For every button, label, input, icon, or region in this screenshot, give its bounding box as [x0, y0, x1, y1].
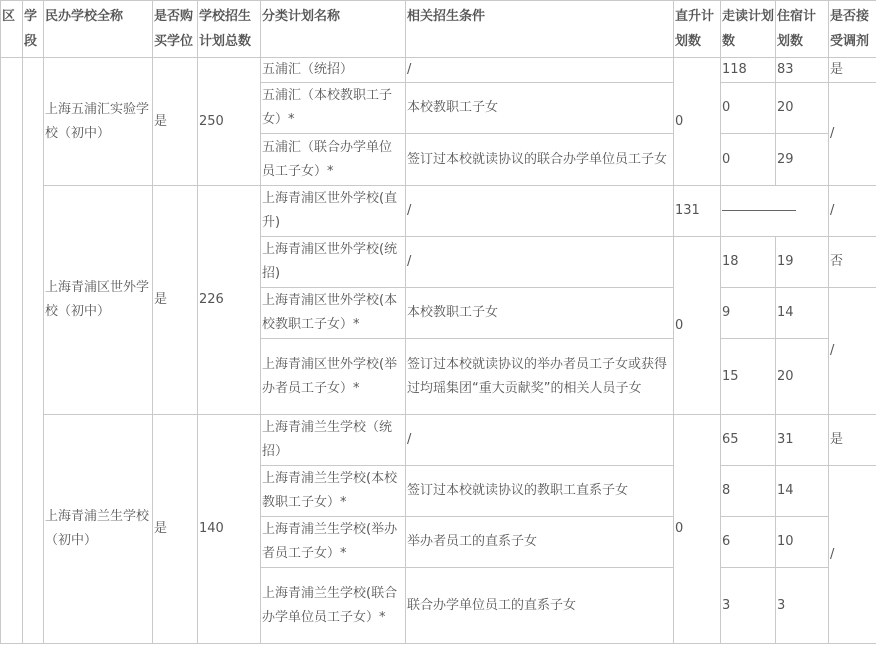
day-cell: 6 — [721, 517, 776, 568]
buy-seat-cell: 是 — [153, 415, 198, 644]
day-cell: 0 — [721, 134, 776, 186]
day-cell: 3 — [721, 568, 776, 644]
board-cell: 19 — [776, 237, 829, 288]
header-buy-seat: 是否购买学位 — [153, 1, 198, 58]
district-cell — [1, 58, 23, 644]
direct-cell: 0 — [674, 237, 721, 415]
total-plan-cell: 226 — [198, 186, 261, 415]
table-row — [1, 58, 876, 83]
adjust-cell: / — [829, 83, 876, 186]
board-cell: 3 — [776, 568, 829, 644]
plan-name-cell: 五浦汇（本校教职工子女）* — [261, 83, 406, 134]
header-plan-name: 分类计划名称 — [261, 1, 406, 58]
plan-name-cell: 上海青浦区世外学校(举办者员工子女）* — [261, 339, 406, 415]
plan-name-cell: 上海青浦兰生学校(本校教职工子女）* — [261, 466, 406, 517]
adjust-cell: / — [829, 288, 876, 415]
header-adjust: 是否接受调剂 — [829, 1, 876, 58]
condition-cell: 举办者员工的直系子女 — [406, 517, 674, 568]
school-name-cell: 上海青浦兰生学校（初中） — [44, 415, 153, 644]
adjust-cell: 是 — [829, 415, 876, 466]
day-cell: 8 — [721, 466, 776, 517]
buy-seat-cell: 是 — [153, 58, 198, 186]
board-cell: 83 — [776, 58, 829, 83]
board-cell: 10 — [776, 517, 829, 568]
header-day: 走读计划数 — [721, 1, 776, 58]
header-conditions: 相关招生条件 — [406, 1, 674, 58]
adjust-cell: 否 — [829, 237, 876, 288]
condition-cell: / — [406, 58, 674, 83]
header-row — [1, 1, 876, 58]
buy-seat-cell: 是 — [153, 186, 198, 415]
plan-name-cell: 上海青浦区世外学校(直升) — [261, 186, 406, 237]
total-plan-cell: 140 — [198, 415, 261, 644]
plan-name-cell: 上海青浦兰生学校（统招） — [261, 415, 406, 466]
condition-cell: / — [406, 415, 674, 466]
total-plan-cell: 250 — [198, 58, 261, 186]
header-district: 区 — [1, 1, 23, 58]
plan-name-cell: 上海青浦兰生学校(举办者员工子女）* — [261, 517, 406, 568]
school-name-cell: 上海五浦汇实验学校（初中） — [44, 58, 153, 186]
plan-name-cell: 五浦汇（统招） — [261, 58, 406, 83]
adjust-cell: / — [829, 466, 876, 644]
plan-name-cell: 上海青浦兰生学校(联合办学单位员工子女）* — [261, 568, 406, 644]
day-cell: 9 — [721, 288, 776, 339]
condition-cell: / — [406, 237, 674, 288]
direct-cell: 131 — [674, 186, 721, 237]
condition-cell: 签订过本校就读协议的联合办学单位员工子女 — [406, 134, 674, 186]
condition-cell: 签订过本校就读协议的举办者员工子女或获得过均瑶集团“重大贡献奖”的相关人员子女 — [406, 339, 674, 415]
header-board: 住宿计划数 — [776, 1, 829, 58]
day-cell: 15 — [721, 339, 776, 415]
condition-cell: 本校教职工子女 — [406, 288, 674, 339]
adjust-cell: / — [829, 186, 876, 237]
board-cell: 31 — [776, 415, 829, 466]
school-name-cell: 上海青浦区世外学校（初中） — [44, 186, 153, 415]
board-cell: 20 — [776, 83, 829, 134]
header-school-name: 民办学校全称 — [44, 1, 153, 58]
condition-cell: 本校教职工子女 — [406, 83, 674, 134]
day-cell: 0 — [721, 83, 776, 134]
plan-name-cell: 上海青浦区世外学校(本校教职工子女）* — [261, 288, 406, 339]
direct-cell: 0 — [674, 415, 721, 644]
plan-name-cell: 五浦汇（联合办学单位员工子女）* — [261, 134, 406, 186]
board-cell: 29 — [776, 134, 829, 186]
plan-name-cell: 上海青浦区世外学校(统招) — [261, 237, 406, 288]
table-row — [1, 186, 876, 237]
direct-cell: 0 — [674, 58, 721, 186]
condition-cell: 联合办学单位员工的直系子女 — [406, 568, 674, 644]
condition-cell: 签订过本校就读协议的教职工直系子女 — [406, 466, 674, 517]
header-total-plan: 学校招生计划总数 — [198, 1, 261, 58]
header-direct: 直升计划数 — [674, 1, 721, 58]
table-row — [1, 415, 876, 466]
board-cell: 20 — [776, 339, 829, 415]
board-cell: 14 — [776, 288, 829, 339]
adjust-cell: 是 — [829, 58, 876, 83]
condition-cell: / — [406, 186, 674, 237]
day-cell: 18 — [721, 237, 776, 288]
header-level: 学段 — [23, 1, 44, 58]
dash-line — [722, 210, 796, 211]
day-cell: 118 — [721, 58, 776, 83]
day-board-dash-cell — [721, 186, 829, 237]
day-cell: 65 — [721, 415, 776, 466]
level-cell — [23, 58, 44, 644]
board-cell: 14 — [776, 466, 829, 517]
